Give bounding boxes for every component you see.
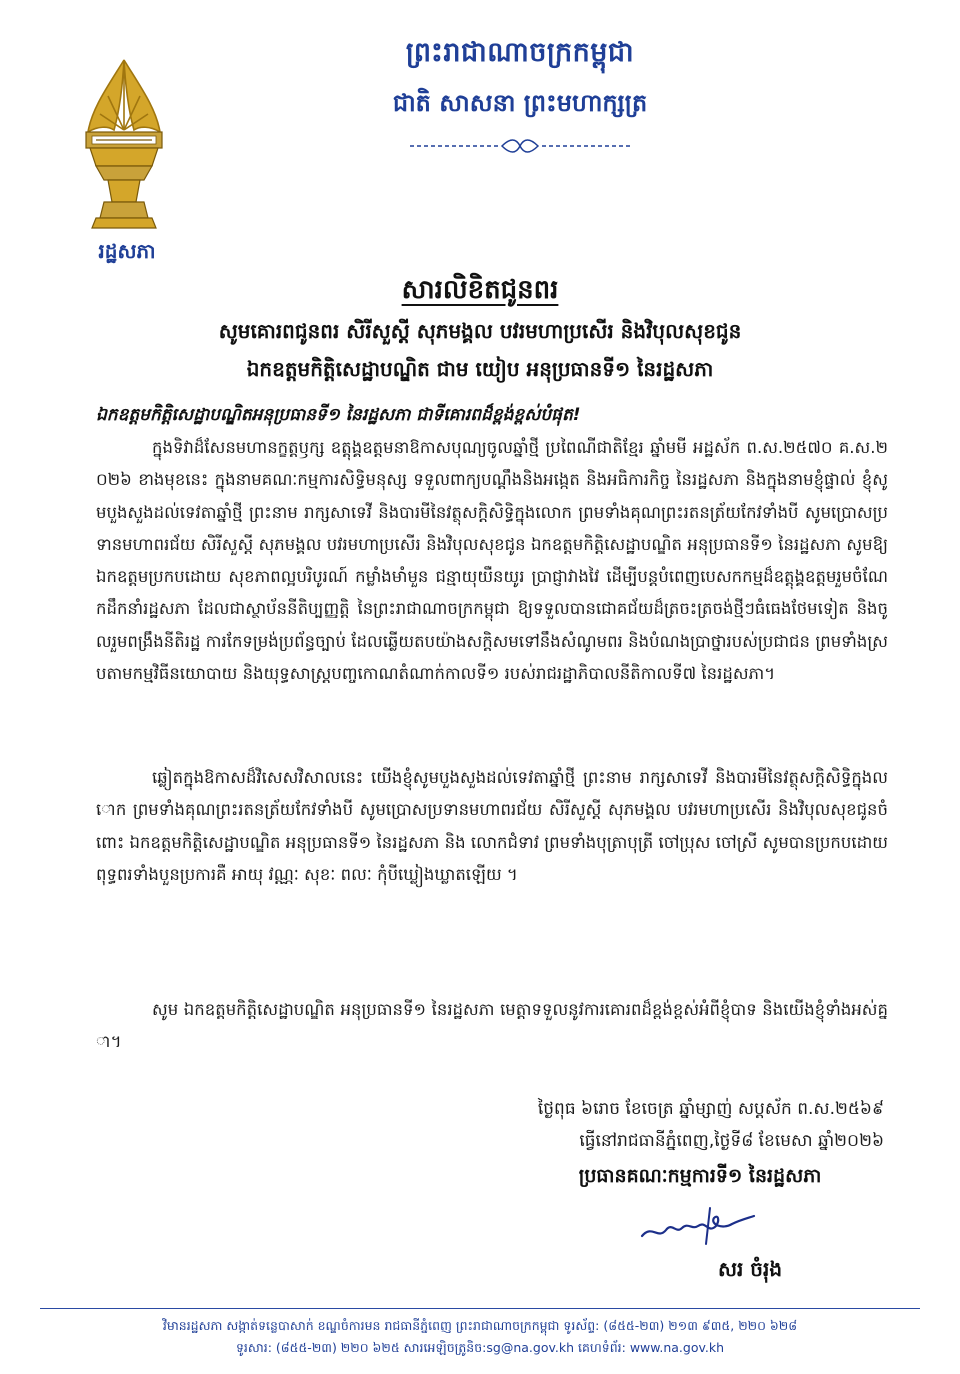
date-lunar: ថ្ងៃពុធ ៦រោច ខែចេត្រ ឆ្នាំម្សាញ់ សប្ដស័ក ព.ស.២៥៦៩	[537, 1099, 884, 1119]
signer-name: សរ ចំរុង	[717, 1257, 783, 1281]
paragraph-3: សូម ឯកឧត្តមកិត្តិសេដ្ឋាបណ្ឌិត អនុប្រធានទី១ នៃរដ្ឋសភា មេត្តាទទួលនូវការគោរពដ៏ខ្ពង់ខ្ពស់អំពីខ្ញុំបាទ និងយើងខ្ញុំទាំងអស់គ្នា។	[96, 1000, 888, 1052]
paragraph-1: ក្នុងទិវាដ៏សែនមហានក្ខត្តឫក្ស ឧត្តុង្គឧត្តមនាឱកាសបុណ្យចូលឆ្នាំថ្មី ប្រពៃណីជាតិខ្មែរ ឆ្នាំមមី អដ្ឋស័ក ព.ស.២៥៧០ គ.ស.២០២៦ ខាងមុខនេះ ក្នុងនាមគណៈកម្មការសិទ្ធិមនុស្ស ទទួលពាក្យបណ្ដឹងនិងអង្កេត និងអធិការកិច្ច នៃរដ្ឋសភា និងក្នុងនាមខ្ញុំផ្ទាល់ ខ្ញុំសូមបួងសួងដល់ទេវតាឆ្នាំថ្មី ព្រះនាម រាក្សសាទេវី និងបារមីនៃវត្ថុសក្ដិសិទ្ធិក្នុងលោក ព្រមទាំងគុណព្រះរតនត្រ័យកែវទាំងបី សូមប្រោសប្រទានមហាពរជ័យ សិរីសួស្ដី សុភមង្គល បវរមហាប្រសើរ និងវិបុលសុខជូន ឯកឧត្តមកិត្តិសេដ្ឋាបណ្ឌិត អនុប្រធានទី១ នៃរដ្ឋសភា សូមឱ្យឯកឧត្តមប្រកបដោយ សុខភាពល្អបរិបូរណ៍ កម្លាំងមាំមួន ជន្មាយុយឺនយូរ ប្រាជ្ញាវាងវៃ ដើម្បីបន្តបំពេញបេសកកម្មដ៏ឧត្តុង្គឧត្តមរួមចំណែកដឹកនាំរដ្ឋសភា ដែលជាស្ថាប័ននីតិប្បញ្ញត្តិ នៃព្រះរាជាណាចក្រកម្ពុជា ឱ្យទទួលបានជោគជ័យដ៏ត្រចះត្រចង់ថ្មីៗធំធេងថែមទៀត និងចូលរួមពង្រឹងនីតិរដ្ឋ ការកែទម្រង់ប្រព័ន្ធច្បាប់ ដែលឆ្លើយតបយ៉ាងសក្ដិសមទៅនឹងសំណូមពរ និងបំណងប្រាថ្នារបស់ប្រជាជន ព្រមទាំងស្របតាមកម្មវិធីនយោបាយ និងយុទ្ធសាស្ត្របញ្ចកោណតំណាក់កាលទី១ របស់រាជរដ្ឋាភិបាលនីតិកាលទី៧ នៃរដ្ឋសភា។	[96, 438, 888, 684]
handwritten-signature-icon	[636, 1200, 760, 1256]
date-solar: ធ្វើនៅរាជធានីភ្នំពេញ,ថ្ងៃទី៨ ខែមេសា ឆ្នាំ២០២៦	[579, 1131, 884, 1151]
salutation: ឯកឧត្តមកិត្តិសេដ្ឋាបណ្ឌិតអនុប្រធានទី១ នៃរដ្ឋសភា ជាទីគោរពដ៏ខ្ពង់ខ្ពស់បំផុត!	[96, 405, 581, 425]
kingdom-motto: ជាតិ សាសនា ព្រះមហាក្សត្រ	[392, 89, 648, 117]
subtitle-line-2: ឯកឧត្តមកិត្តិសេដ្ឋាបណ្ឌិត ជាម យៀប អនុប្រធានទី១ នៃរដ្ឋសភា	[246, 357, 714, 381]
ornament-divider-icon	[406, 138, 634, 154]
signer-position: ប្រធានគណៈកម្មការទី១ នៃរដ្ឋសភា	[578, 1165, 822, 1187]
footer-divider	[40, 1308, 920, 1309]
paragraph-2: ឆ្លៀតក្នុងឱកាសដ៏វិសេសវិសាលនេះ យើងខ្ញុំសូមបួងសួងដល់ទេវតាឆ្នាំថ្មី ព្រះនាម រាក្សសាទេវី និងបារមីនៃវត្ថុសក្ដិសិទ្ធិក្នុងលោក ព្រមទាំងគុណព្រះរតនត្រ័យកែវទាំងបី សូមប្រោសប្រទានមហាពរជ័យ សិរីសួស្ដី សុភមង្គល បវរមហាប្រសើរ និងវិបុលសុខជូនចំពោះ ឯកឧត្តមកិត្តិសេដ្ឋាបណ្ឌិត អនុប្រធានទី១ នៃរដ្ឋសភា និង លោកជំទាវ ព្រមទាំងបុត្រាបុត្រី ចៅប្រុស ចៅស្រី សូមបានប្រកបដោយពុទ្ធពរទាំងបួនប្រការគឺ អាយុ វណ្ណៈ សុខៈ ពលៈ កុំបីឃ្លៀងឃ្លាតឡើយ ។	[96, 768, 888, 884]
footer-address: វិមានរដ្ឋសភា សង្កាត់ទន្លេបាសាក់ ខណ្ឌចំការមន រាជធានីភ្នំពេញ ព្រះរាជាណាចក្រកម្ពុជា ទូរស័ព្ទ: (៨៥៥-២៣) ២១៣ ៩៣៥, ២២០ ៦២៨	[162, 1318, 798, 1333]
letter-title: សារលិខិតជូនពរ	[401, 275, 559, 305]
assembly-label: រដ្ឋសភា	[98, 239, 156, 263]
kingdom-title: ព្រះរាជាណាចក្រកម្ពុជា	[405, 37, 635, 68]
footer-contact: ទូរសារ: (៨៥៥-២៣) ២២០ ៦២៥ សារអេឡិចត្រូនិច:sg@na.gov.kh គេហទំព័រ: www.na.gov.kh	[235, 1340, 725, 1355]
national-assembly-emblem-icon	[78, 56, 170, 236]
subtitle-line-1: សូមគោរពជូនពរ សិរីសួស្ដី សុភមង្គល បវរមហាប្រសើរ និងវិបុលសុខជូន	[218, 319, 742, 343]
